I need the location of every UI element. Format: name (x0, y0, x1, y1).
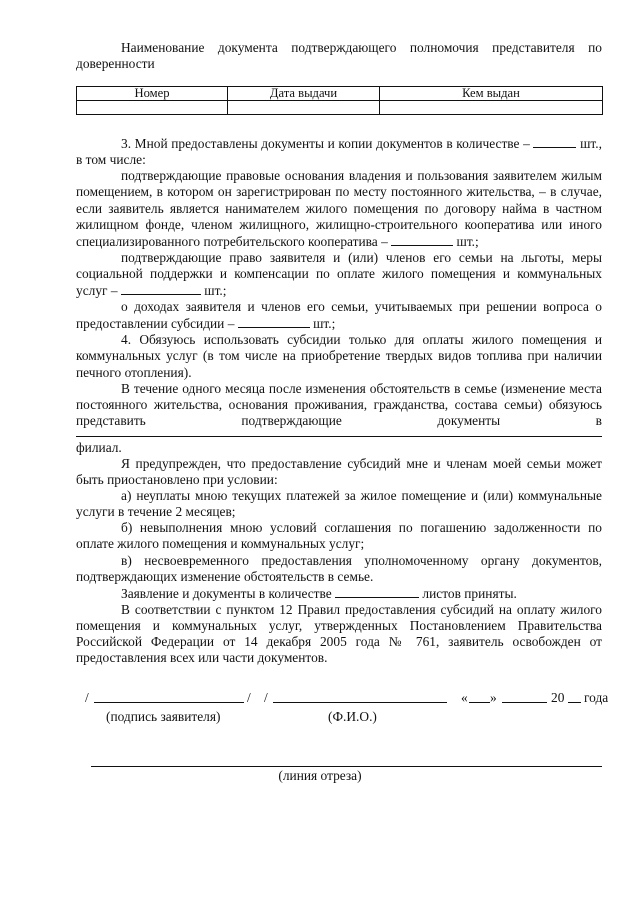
filial-name-field[interactable] (76, 429, 602, 437)
section-3-lead-text: 3. Мной предоставлены документы и копии документов в количестве – (121, 136, 530, 152)
fio-field[interactable] (273, 690, 447, 703)
col-number-header: Номер (77, 87, 228, 101)
item-ownership-text: подтверждающие правовые основания владения и пользования заявителем жилым помещением, в котором он зарегистрирован по месту постоянного жительства, – в случае, если заявитель является нанимателем жилого помещения по договору найма в частном жилищном фонде, членом жилищного, жилищно-строительного кооператива или иного специализированного потребительского кооператива – (76, 168, 602, 249)
item-benefits-unit: шт.; (204, 283, 227, 299)
sheets-count-field[interactable] (335, 585, 419, 598)
income-count-field[interactable] (238, 315, 310, 328)
year-suffix: года (584, 690, 609, 706)
slash-3: / (264, 690, 268, 706)
documents-count-field[interactable] (533, 135, 576, 148)
date-cell[interactable] (228, 101, 380, 115)
item-benefits-text: подтверждающие право заявителя и (или) членов его семьи на льготы, меры социальной поддержки и компенсации по оплате жилого помещения и коммунальных услуг – (76, 249, 602, 299)
number-cell[interactable] (77, 101, 228, 115)
item-income-text: о доходах заявителя и членов его семьи, учитываемых при решении вопроса о предоставлении субсидии – (76, 299, 602, 332)
section-3-lead (76, 135, 602, 168)
signature-caption: (подпись заявителя) (106, 709, 221, 725)
issuer-cell[interactable] (380, 101, 603, 115)
accepted-after-text: листов приняты. (422, 585, 517, 601)
cut-line (91, 766, 602, 767)
proxy-document-table (76, 86, 603, 115)
warning-item-a: а) неуплаты мною текущих платежей за жилое помещение и (или) коммунальные услуги в течение 2 месяцев; (76, 488, 602, 520)
accepted-line (76, 585, 602, 602)
cut-line-label: (линия отреза) (278, 768, 362, 783)
slash-1: / (85, 690, 89, 706)
warning-intro: Я предупрежден, что предоставление субсидий мне и членам моей семьи может быть приостановлено при условии: (76, 455, 602, 488)
accepted-before-text: Заявление и документы в количестве (121, 585, 332, 601)
document-page (76, 40, 609, 727)
section-3-item-income (76, 299, 602, 332)
section-3-lead-tail: шт., в том числе: (76, 136, 602, 168)
table-header-row (77, 87, 603, 101)
year-field[interactable] (568, 690, 581, 703)
warning-item-c: в) несвоевременного предоставления уполномоченному органу документов, подтверждающих изменение обстоятельств в семье. (76, 552, 602, 584)
item-income-unit: шт.; (313, 316, 336, 332)
year-prefix: 20 (551, 690, 565, 706)
warning-item-b: б) невыполнения мною условий соглашения по погашению задолженности по оплате жилого помещения и коммунальных услуг; (76, 520, 602, 552)
doc-name-label: Наименование документа подтверждающего полномочия представителя по доверенности (76, 40, 602, 72)
ownership-count-field[interactable] (391, 233, 453, 246)
rules-text: В соответствии с пунктом 12 Правил предоставления субсидий на оплату жилого помещения и коммунальных услуг, утвержденных Постановлением Правительства Российской Федерации от 14 декабря 2005 года № 761, заявитель освобожден от предоставления всех или части документов. (76, 601, 602, 666)
item-ownership-unit: шт.; (456, 233, 479, 249)
day-field[interactable] (469, 690, 490, 703)
section-3-item-benefits (76, 250, 602, 299)
col-issuer-header: Кем выдан (380, 87, 603, 101)
col-date-header: Дата выдачи (228, 87, 380, 101)
signature-row (76, 687, 609, 709)
section-3-item-ownership (76, 168, 602, 249)
section-4-text: 4. Обязуюсь использовать субсидии только для оплаты жилого помещения и коммунальных услуг (в том числе на приобретение твердых видов топлива при наличии печного отопления). (76, 332, 602, 380)
benefits-count-field[interactable] (121, 282, 201, 295)
signature-field[interactable] (94, 690, 244, 703)
table-row (77, 101, 603, 115)
filial-label: филиал. (76, 439, 122, 455)
signature-captions (76, 709, 602, 727)
fio-caption: (Ф.И.О.) (328, 709, 377, 725)
quote-close: » (490, 690, 497, 706)
quote-open: « (461, 690, 468, 706)
month-field[interactable] (502, 690, 547, 703)
section-4-change-text: В течение одного месяца после изменения обстоятельств в семье (изменение места постоянного жительства, основания проживания, гражданства, состава семьи) обязуюсь представить подтверждающие документы в (76, 380, 602, 428)
slash-2: / (247, 690, 251, 706)
